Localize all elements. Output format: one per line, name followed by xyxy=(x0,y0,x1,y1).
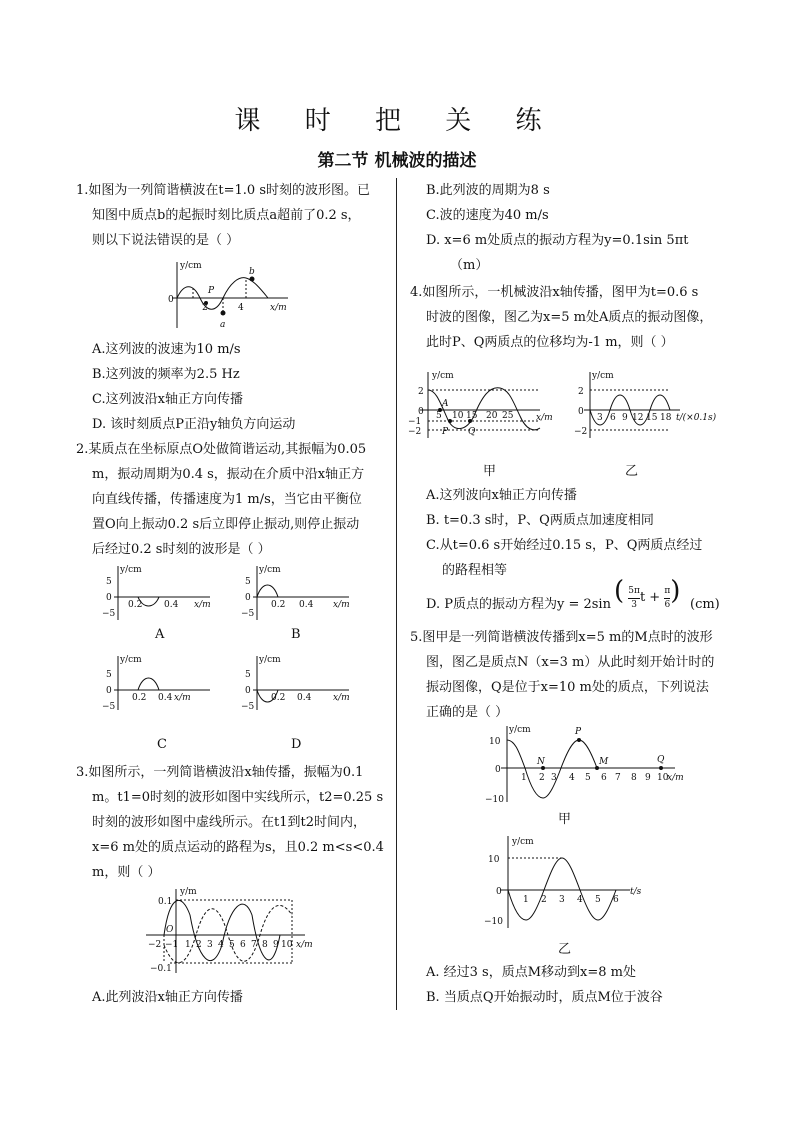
fig2-label-a: A xyxy=(155,627,165,642)
svg-text:0.4: 0.4 xyxy=(164,600,179,610)
q4-line: 时波的图像，图乙为x=5 m处A质点的振动图像， xyxy=(426,310,713,325)
svg-text:4: 4 xyxy=(577,895,583,905)
svg-text:5: 5 xyxy=(245,577,251,587)
fig4-label-yi: 乙 xyxy=(625,464,639,479)
column-divider xyxy=(396,178,397,1010)
svg-text:0.4: 0.4 xyxy=(297,693,312,703)
svg-text:9: 9 xyxy=(645,773,651,783)
svg-text:y/cm: y/cm xyxy=(120,655,142,665)
svg-text:P: P xyxy=(575,727,582,737)
q5-line: 振动图像，Q是位于x=10 m处的质点，下列说法 xyxy=(426,680,709,695)
q3-line: m，则（ ） xyxy=(92,865,161,880)
option-b[interactable]: B.此列波的周期为8 s xyxy=(426,183,550,198)
svg-text:−5: −5 xyxy=(241,609,255,619)
svg-text:−2: −2 xyxy=(574,427,588,437)
unit-cm: (cm) xyxy=(690,597,720,612)
svg-text:1: 1 xyxy=(523,895,529,905)
svg-text:−1: −1 xyxy=(408,417,422,427)
svg-text:−10: −10 xyxy=(485,795,504,805)
svg-text:x/m: x/m xyxy=(270,303,287,313)
svg-text:0.2: 0.2 xyxy=(271,693,286,703)
q3-line: 时刻的波形如图中虚线所示。在t1到t2时间内， xyxy=(92,815,366,830)
option-b[interactable]: B. 当质点Q开始振动时，质点M位于波谷 xyxy=(426,990,663,1005)
svg-text:−1: −1 xyxy=(165,940,179,950)
svg-text:0.2: 0.2 xyxy=(128,600,143,610)
q1-line: 则以下说法错误的是（ ） xyxy=(92,233,240,248)
svg-text:0: 0 xyxy=(106,593,112,603)
option-d[interactable]: D. P质点的振动方程为y = 2sin xyxy=(426,597,611,612)
fig3-wave xyxy=(140,885,320,975)
svg-text:3: 3 xyxy=(551,773,557,783)
svg-text:−2: −2 xyxy=(148,940,162,950)
svg-text:Q: Q xyxy=(468,427,476,437)
q1-line: 知图中质点b的起振时刻比质点a超前了0.2 s， xyxy=(92,208,361,223)
svg-text:x/m: x/m xyxy=(296,940,313,950)
q1-line: 1.如图为一列简谐横波在t=1.0 s时刻的波形图。已 xyxy=(76,183,370,198)
svg-text:2: 2 xyxy=(541,895,547,905)
q2-line: 2.某质点在坐标原点O处做简谐运动,其振幅为0.05 xyxy=(76,442,367,457)
option-a[interactable]: A.这列波向x轴正方向传播 xyxy=(426,488,577,503)
svg-text:−10: −10 xyxy=(484,917,503,927)
svg-text:−0.1: −0.1 xyxy=(150,964,172,974)
option-d-unit: （m） xyxy=(450,258,489,273)
svg-text:0: 0 xyxy=(418,407,424,417)
q2-line: 后经过0.2 s时刻的波形是（ ） xyxy=(92,542,271,557)
svg-text:0: 0 xyxy=(106,686,112,696)
fig4-wave-yi xyxy=(570,368,720,440)
svg-text:−5: −5 xyxy=(102,609,116,619)
svg-text:4: 4 xyxy=(218,940,224,950)
svg-text:9: 9 xyxy=(273,940,279,950)
svg-text:2: 2 xyxy=(418,387,424,397)
fig5-label-yi: 乙 xyxy=(558,942,572,957)
svg-text:2: 2 xyxy=(539,773,545,783)
fig2-label-c: C xyxy=(157,737,167,752)
svg-text:10: 10 xyxy=(281,940,293,950)
q4-line: 此时P、Q两质点的位移均为-1 m，则（ ） xyxy=(426,335,674,350)
q3-line: 3.如图所示，一列简谐横波沿x轴传播，振幅为0.1 xyxy=(76,765,364,780)
option-a[interactable]: A.这列波的波速为10 m/s xyxy=(92,342,241,357)
svg-text:0.2: 0.2 xyxy=(132,693,147,703)
svg-text:M: M xyxy=(599,757,609,767)
svg-text:12: 12 xyxy=(632,413,644,423)
fig2-option-a xyxy=(98,562,218,624)
svg-text:−5: −5 xyxy=(102,702,116,712)
svg-text:0: 0 xyxy=(496,887,502,897)
svg-text:x/m: x/m xyxy=(667,773,684,783)
option-d[interactable]: D. x=6 m处质点的振动方程为y=0.1sin 5πt xyxy=(426,233,689,248)
svg-text:b: b xyxy=(249,267,255,277)
option-c[interactable]: C.这列波沿x轴正方向传播 xyxy=(92,392,243,407)
q4-line: 4.如图所示，一机械波沿x轴传播，图甲为t=0.6 s xyxy=(410,285,699,300)
svg-text:6: 6 xyxy=(240,940,246,950)
svg-text:x/m: x/m xyxy=(174,693,191,703)
svg-text:x/m: x/m xyxy=(194,600,211,610)
svg-text:7: 7 xyxy=(251,940,257,950)
svg-text:5: 5 xyxy=(106,670,112,680)
svg-text:1: 1 xyxy=(185,940,191,950)
svg-text:0: 0 xyxy=(245,593,251,603)
svg-text:O: O xyxy=(166,925,174,935)
fig5-wave-jia xyxy=(485,722,685,804)
q2-line: m，振动周期为0.4 s，振动在介质中沿x轴正方 xyxy=(92,467,365,482)
svg-text:y/cm: y/cm xyxy=(180,261,202,271)
svg-text:1: 1 xyxy=(521,773,527,783)
svg-text:9: 9 xyxy=(622,413,628,423)
svg-text:10: 10 xyxy=(489,737,501,747)
q2-line: 置O向上振动0.2 s后立即停止振动,则停止振动 xyxy=(92,517,360,532)
svg-text:y/cm: y/cm xyxy=(509,725,531,735)
svg-text:7: 7 xyxy=(615,773,621,783)
svg-text:2: 2 xyxy=(578,387,584,397)
svg-text:A: A xyxy=(442,399,449,409)
svg-text:−2: −2 xyxy=(408,427,422,437)
svg-text:3: 3 xyxy=(207,940,213,950)
option-c[interactable]: C.波的速度为40 m/s xyxy=(426,208,549,223)
svg-text:4: 4 xyxy=(569,773,575,783)
svg-text:Q: Q xyxy=(657,755,665,765)
svg-text:15: 15 xyxy=(646,413,658,423)
svg-text:5: 5 xyxy=(436,411,442,421)
svg-text:5: 5 xyxy=(245,670,251,680)
svg-text:t/s: t/s xyxy=(630,887,642,897)
fig2-option-c xyxy=(98,652,218,714)
svg-text:y/cm: y/cm xyxy=(432,371,454,381)
svg-text:y/cm: y/cm xyxy=(259,655,281,665)
svg-text:20: 20 xyxy=(486,411,498,421)
svg-text:6: 6 xyxy=(610,413,616,423)
q5-line: 5.图甲是一列简谐横波传播到x=5 m的M点时的波形 xyxy=(410,630,713,645)
svg-text:P: P xyxy=(208,286,215,296)
svg-text:4: 4 xyxy=(238,303,244,313)
option-b[interactable]: B. t=0.3 s时，P、Q两质点加速度相同 xyxy=(426,513,654,528)
svg-text:3: 3 xyxy=(559,895,565,905)
svg-text:2: 2 xyxy=(202,303,208,313)
svg-text:10: 10 xyxy=(488,855,500,865)
svg-text:2: 2 xyxy=(196,940,202,950)
fig2-option-d xyxy=(237,652,357,714)
svg-text:25: 25 xyxy=(502,411,514,421)
svg-text:15: 15 xyxy=(466,411,478,421)
svg-text:x/m: x/m xyxy=(536,413,553,423)
page-title: 课 时 把 关 练 xyxy=(234,106,560,136)
fig2-option-b xyxy=(237,562,357,624)
svg-text:0.1: 0.1 xyxy=(158,897,173,907)
fig1-wave xyxy=(160,258,300,330)
svg-text:3: 3 xyxy=(597,413,603,423)
svg-text:x/m: x/m xyxy=(333,600,350,610)
fig4-label-jia: 甲 xyxy=(483,464,497,479)
svg-text:5: 5 xyxy=(106,577,112,587)
svg-text:0: 0 xyxy=(578,407,584,417)
q3-line: x=6 m处的质点运动的路程为s，且0.2 m<s<0.4 xyxy=(92,840,384,855)
svg-text:y/cm: y/cm xyxy=(120,565,142,575)
svg-text:N: N xyxy=(537,757,545,767)
svg-text:0: 0 xyxy=(245,686,251,696)
svg-text:y/m: y/m xyxy=(180,887,197,897)
option-a[interactable]: A. 经过3 s，质点M移动到x=8 m处 xyxy=(426,965,636,980)
svg-text:5: 5 xyxy=(229,940,235,950)
fig2-label-d: D xyxy=(291,737,302,752)
svg-text:0: 0 xyxy=(168,295,174,305)
svg-text:8: 8 xyxy=(262,940,268,950)
svg-text:6: 6 xyxy=(601,773,607,783)
q3-line: m。t1=0时刻的波形如图中实线所示，t2=0.25 s xyxy=(92,790,384,805)
svg-text:10: 10 xyxy=(657,773,669,783)
fig5-wave-yi xyxy=(480,832,670,932)
svg-text:10: 10 xyxy=(452,411,464,421)
svg-text:5: 5 xyxy=(595,895,601,905)
fig2-label-b: B xyxy=(291,627,301,642)
option-d[interactable]: D. 该时刻质点P正沿y轴负方向运动 xyxy=(92,417,296,432)
svg-text:P: P xyxy=(442,427,449,437)
svg-text:8: 8 xyxy=(631,773,637,783)
q5-line: 正确的是（ ） xyxy=(426,705,509,720)
svg-text:y/cm: y/cm xyxy=(592,371,614,381)
fig5-label-jia: 甲 xyxy=(558,812,572,827)
svg-text:a: a xyxy=(220,320,226,330)
svg-text:6: 6 xyxy=(613,895,619,905)
svg-text:0.2: 0.2 xyxy=(271,600,286,610)
svg-text:0.4: 0.4 xyxy=(158,693,173,703)
option-b[interactable]: B.这列波的频率为2.5 Hz xyxy=(92,367,240,382)
q5-line: 图，图乙是质点N（x=3 m）从此时刻开始计时的 xyxy=(426,655,715,670)
svg-text:−5: −5 xyxy=(241,702,255,712)
svg-text:18: 18 xyxy=(660,413,672,423)
svg-text:t/(×0.1s): t/(×0.1s) xyxy=(676,413,717,423)
svg-text:y/cm: y/cm xyxy=(512,837,534,847)
fraction-term: ( $\frac{5\pi}{3}$ t + $\frac{\pi}{6}$ ) xyxy=(614,576,681,610)
option-c-cont: 的路程相等 xyxy=(442,563,508,578)
fig4-wave-jia xyxy=(400,368,565,440)
svg-text:5: 5 xyxy=(585,773,591,783)
option-c[interactable]: C.从t=0.6 s开始经过0.15 s，P、Q两质点经过 xyxy=(426,538,703,553)
section-subtitle: 第二节 机械波的描述 xyxy=(317,151,477,171)
q2-line: 向直线传播，传播速度为1 m/s，当它由平衡位 xyxy=(92,492,362,507)
svg-text:x/m: x/m xyxy=(333,693,350,703)
svg-text:y/cm: y/cm xyxy=(259,565,281,575)
svg-text:0.4: 0.4 xyxy=(299,600,314,610)
svg-text:0: 0 xyxy=(495,765,501,775)
q3-option-a[interactable]: A.此列波沿x轴正方向传播 xyxy=(92,990,243,1005)
